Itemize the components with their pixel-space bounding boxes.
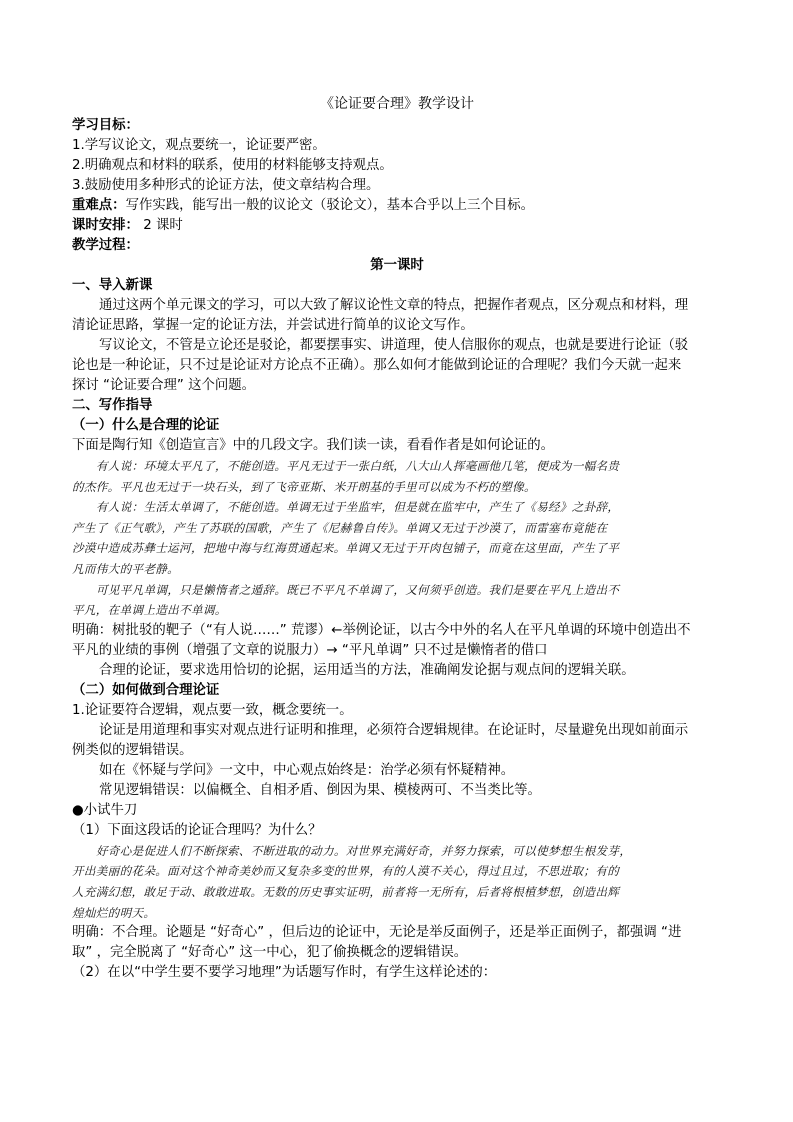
rule-paragraph: 论证是用道理和事实对观点进行证明和推理，必须符合逻辑规律。在论证时，尽量避免出现如前面示 xyxy=(99,722,689,738)
practice-question-2: （2）在以“中学生要不要学习地理”为话题写作时，有学生这样论述的： xyxy=(72,965,497,981)
process-heading: 教学过程： xyxy=(72,238,139,253)
quote-line: 产生了《正气歌》，产生了苏联的国歌，产生了《尼赫鲁自传》。单调又无过于沙漠了，而雷塞布竟能在 xyxy=(72,520,608,535)
goals-heading: 学习目标： xyxy=(72,118,139,133)
quote-line: 的杰作。平凡也无过于一块石头，到了飞帝亚斯、米开朗基的手里可以成为不朽的塑像。 xyxy=(72,479,536,494)
key-points-label: 重难点： xyxy=(72,198,126,213)
quote-line: 人充满幻想，敢足于动、敢敢进取。无数的历史事实证明，前者将一无所有，后者将根植梦想，创造出辉 xyxy=(72,884,620,899)
intro-paragraph-2-cont: 论也是一种论证，只不过是论证对方论点不正确）。那么如何才能做到论证的合理呢？我们今天就一起来 xyxy=(72,358,682,373)
key-points-text: 写作实践，能写出一般的议论文（驳论文），基本合乎以上三个目标。 xyxy=(125,198,534,213)
errors-paragraph: 常见逻辑错误：以偏概全、自相矛盾、倒因为果、模棱两可、不当类比等。 xyxy=(99,782,541,798)
quote-line: 开出美丽的花朵。面对这个神奇美妙而又复杂多变的世界，有的人漠不关心，得过且过，不思进取；有的 xyxy=(72,864,620,879)
schedule-label: 课时安排： xyxy=(72,218,139,233)
goal-item: 1.学写议论文，观点要统一，论证要严密。 xyxy=(72,138,326,153)
quote-line: 凡而伟大的平老静。 xyxy=(72,561,180,576)
quote-line: 有人说：生活太单调了，不能创造。单调无过于坐监牢，但是就在监牢中，产生了《易经》之卦辞， xyxy=(96,500,620,515)
quote-line: 沙漠中造成苏彝士运河，把地中海与红海贯通起来。单调又无过于开肉包铺子，而竟在这里面，产生了平 xyxy=(72,541,620,556)
document-page xyxy=(72,94,722,983)
rule-item: 1.论证要符合逻辑，观点要一致，概念要统一。 xyxy=(72,702,353,718)
schedule-text: 2 课时 xyxy=(138,218,183,233)
answer-line: 平凡的业绩的事例（增强了文章的说服力）→ “平凡单调” 只不过是懒惰者的借口 xyxy=(72,642,548,658)
intro-paragraph-1-cont: 清论证思路，掌握一定的论证方法，并尝试进行简单的议论文写作。 xyxy=(72,318,474,333)
subsection-heading-1: （一）什么是合理的论证 xyxy=(72,418,220,433)
quote-line: 好奇心是促进人们不断探索、不断进取的动力。对世界充满好奇，并努力探索，可以使梦想生根发芽， xyxy=(96,843,632,858)
quote-line: 有人说：环境太平凡了，不能创造。平凡无过于一张白纸，八大山人挥毫画他几笔，便成为一幅名贵 xyxy=(96,459,620,473)
answer-line: 取” ，完全脱离了 “好奇心” 这一中心，犯了偷换概念的逻辑错误。 xyxy=(72,945,468,961)
quote-line: 平凡，在单调上造出不单调。 xyxy=(72,603,227,618)
document-title: 《论证要合理》教学设计 xyxy=(320,96,474,112)
goal-item: 3.鼓励使用多种形式的论证方法，使文章结构合理。 xyxy=(72,178,380,193)
example-paragraph: 如在《怀疑与学问》一文中，中心观点始终是：治学必须有怀疑精神。 xyxy=(99,762,515,778)
intro-paragraph-2: 写议论文，不管是立论还是驳论，都要摆事实、讲道理，使人信服你的观点，也就是要进行论证（驳 xyxy=(99,338,689,353)
intro-paragraph-1: 通过这两个单元课文的学习，可以大致了解议论性文章的特点，把握作者观点，区分观点和材料，理 xyxy=(99,298,689,313)
answer-line: 明确：树批驳的靶子（“有人说……” 荒谬）←举例论证，以古今中外的名人在平凡单调的环境中创造出不 xyxy=(72,622,691,638)
quote-line: 煌灿烂的明天。 xyxy=(72,905,156,920)
practice-heading: ●小试牛刀 xyxy=(72,802,138,818)
lesson-heading: 第一课时 xyxy=(370,258,424,273)
schedule-line xyxy=(72,216,722,236)
summary-paragraph: 合理的论证，要求选用恰切的论据，运用适当的方法，准确阐发论据与观点间的逻辑关联。 xyxy=(99,662,635,678)
subsection-heading-2: （二）如何做到合理论证 xyxy=(72,682,220,698)
key-points-line xyxy=(72,196,722,216)
rule-paragraph-cont: 例类似的逻辑错误。 xyxy=(72,742,193,758)
section-heading-intro: 一、导入新课 xyxy=(72,278,153,293)
section-heading-guide: 二、写作指导 xyxy=(72,398,153,413)
intro-paragraph-2-cont: 探讨 “论证要合理” 这个问题。 xyxy=(72,378,256,393)
answer-line: 明确：不合理。论题是 “好奇心” ，但后边的论证中，无论是举反面例子，还是举正面例子，都强调 “进 xyxy=(72,925,682,941)
quote-line: 可见平凡单调，只是懒惰者之遁辞。既已不平凡不单调了，又何须乎创造。我们是要在平凡上造出不 xyxy=(96,582,620,597)
practice-question-1: （1）下面这段话的论证合理吗？为什么？ xyxy=(72,822,322,838)
quote-intro: 下面是陶行知《创造宣言》中的几段文字。我们读一读，看看作者是如何论证的。 xyxy=(72,438,555,453)
goal-item: 2.明确观点和材料的联系，使用的材料能够支持观点。 xyxy=(72,158,393,173)
